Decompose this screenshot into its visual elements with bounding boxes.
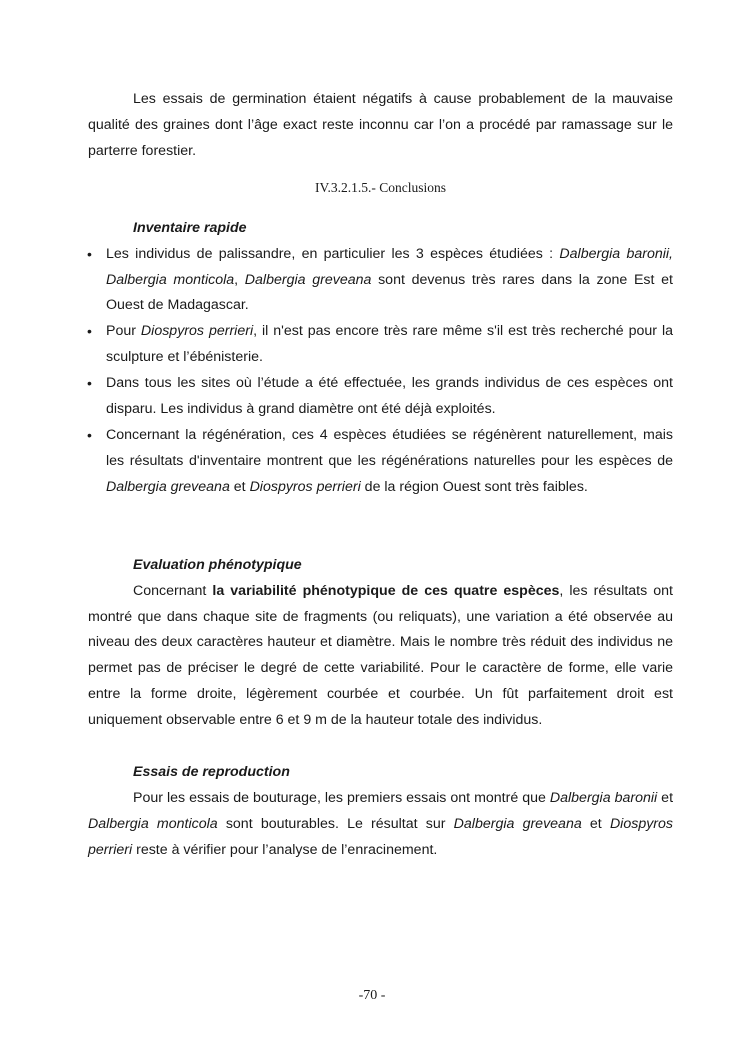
bullet-text: Concernant la régénération, ces 4 espèces étudiées se régénèrent naturellement, mais les résultats d'inventaire montrent que les régénérations naturelles pour les espèces de <box>106 426 673 469</box>
bullet-item <box>88 423 673 501</box>
species-name: Diospyros perrieri <box>249 478 361 495</box>
reproduction-heading: Essais de reproduction <box>133 764 290 781</box>
species-name: Dalbergia baronii <box>549 789 658 806</box>
bullet-icon: • <box>87 323 92 340</box>
species-name: Dalbergia greveana <box>244 271 372 288</box>
intro-paragraph: Les essais de germination étaient négatifs à cause probablement de la mauvaise qualité des graines dont l’âge exact reste inconnu car l’on a procédé par ramassage sur le parterre forestier. <box>88 91 673 159</box>
page-number: -70 - <box>358 988 386 1003</box>
bullet-text: Les individus de palissandre, en particulier les 3 espèces étudiées : <box>106 245 560 262</box>
paragraph-text: reste à vérifier pour l’analyse de l’enracinement. <box>132 841 438 858</box>
document-body <box>88 87 673 864</box>
bullet-text: Pour <box>106 323 141 340</box>
bullet-icon: • <box>87 426 92 443</box>
species-name: Diospyros perrieri <box>88 815 674 858</box>
bullet-text: sont devenus très rares dans la zone Est et Ouest de Madagascar. <box>106 271 673 314</box>
section-heading: IV.3.2.1.5.- Conclusions <box>314 179 446 195</box>
paragraph-text: Concernant <box>133 582 213 599</box>
bullet-text: Dans tous les sites où l’étude a été effectuée, les grands individus de ces espèces ont disparu. Les individus à grand diamètre ont été déjà exploités. <box>106 375 673 418</box>
evaluation-heading: Evaluation phénotypique <box>133 556 302 573</box>
species-name: Dalbergia greveana <box>453 815 582 832</box>
bullet-item <box>88 242 673 320</box>
bullet-icon: • <box>87 375 92 392</box>
reproduction-paragraph <box>88 786 673 864</box>
bullet-text: , <box>234 271 245 288</box>
bullet-item <box>88 319 673 371</box>
species-name: Dalbergia monticola <box>88 815 218 832</box>
paragraph-text: , les résultats ont montré que dans chaque site de fragments (ou reliquats), une variation a été observée au niveau des deux caractères hauteur et diamètre. Mais le nombre très réduit des individus ne permet pas de préciser le degré de cette variabilité. Pour le caractère de forme, elle varie entre la forme droite, légèrement courbée et courbée. Un fût parfaitement droit est uniquement observable entre 6 et 9 m de la hauteur totale des individus. <box>88 582 673 729</box>
bullet-icon: • <box>87 245 92 262</box>
inventaire-heading: Inventaire rapide <box>133 219 247 236</box>
bullet-text: et <box>229 478 250 495</box>
species-name: Dalbergia greveana <box>106 478 230 495</box>
emphasis-text: la variabilité phénotypique de ces quatre espèces <box>212 582 560 599</box>
bullet-text: de la région Ouest sont très faibles. <box>360 478 588 495</box>
species-name: Dalbergia baronii, Dalbergia monticola <box>106 245 673 288</box>
paragraph-text: et <box>581 815 610 832</box>
inventaire-bullet-list <box>88 242 673 501</box>
bullet-item <box>88 371 673 423</box>
species-name: Diospyros perrieri <box>140 323 254 340</box>
paragraph-text: Pour les essais de bouturage, les premiers essais ont montré que <box>133 789 550 806</box>
paragraph-text: et <box>657 789 674 806</box>
bullet-text: , il n'est pas encore très rare même s'il est très recherché pour la sculpture et l’ébénisterie. <box>106 323 673 366</box>
paragraph-text: sont bouturables. Le résultat sur <box>217 815 454 832</box>
evaluation-paragraph <box>88 579 673 734</box>
